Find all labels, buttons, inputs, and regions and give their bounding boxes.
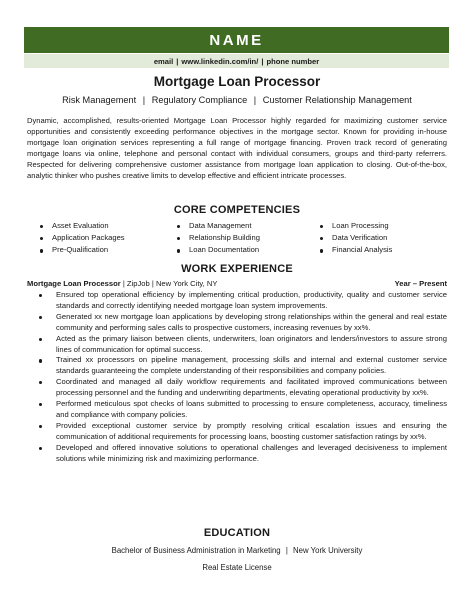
- competency-item: Application Packages: [37, 232, 174, 244]
- competency-item: Asset Evaluation: [37, 220, 174, 232]
- education-separator: |: [285, 546, 288, 555]
- experience-bullet: Developed and offered innovative solutions to operational challenges and leveraged decisiveness to implement solutions while minimizing risk and maximizing performance.: [36, 443, 447, 465]
- competency-item: Relationship Building: [174, 232, 317, 244]
- focus-separator: |: [142, 95, 146, 105]
- competency-item: Loan Documentation: [174, 244, 317, 256]
- competency-item: Financial Analysis: [317, 244, 447, 256]
- experience-heading: WORK EXPERIENCE: [181, 263, 293, 275]
- job-role: Mortgage Loan Processor: [27, 279, 121, 288]
- candidate-name: NAME: [209, 31, 264, 49]
- contact-separator: |: [176, 56, 179, 66]
- competency-item: Loan Processing: [317, 220, 447, 232]
- job-location: New York City, NY: [155, 279, 218, 288]
- education-license: Real Estate License: [202, 563, 272, 572]
- contact-phone: phone number: [266, 56, 320, 66]
- experience-bullet: Coordinated and managed all daily workflow requirements and facilitated improved communications between processing personnel and the funding and underwriting departments, elevating operational productivity by xx%.: [36, 377, 447, 399]
- job-separator: |: [151, 279, 154, 288]
- job-title: Mortgage Loan Processor: [153, 74, 321, 89]
- education-heading: EDUCATION: [203, 527, 271, 539]
- job-company: ZipJob: [126, 279, 150, 288]
- education-degree: Bachelor of Business Administration in Marketing: [111, 546, 281, 555]
- experience-bullet: Acted as the primary liaison between clients, underwriters, loan originators and lenders/investors to assure strong lines of communication for optimal success.: [36, 334, 447, 356]
- job-separator: |: [122, 279, 125, 288]
- focus-area: Regulatory Compliance: [151, 95, 248, 105]
- experience-bullet: Provided exceptional customer service by promptly resolving critical escalation issues and ensuring the communication of additional requirements for processing loans, boosting customer satisfaction ratings by xx%.: [36, 421, 447, 443]
- education-school: New York University: [293, 546, 363, 555]
- experience-bullet: Performed meticulous spot checks of loans submitted to processing to ensure completeness, accuracy, timeliness and compliance with company policies.: [36, 399, 447, 421]
- education-degree-line: [0, 546, 474, 555]
- competency-item: Data Verification: [317, 232, 447, 244]
- focus-areas: [0, 95, 474, 105]
- competencies-column: [317, 220, 447, 257]
- competencies-column: [174, 220, 317, 257]
- professional-summary: Dynamic, accomplished, results-oriented Mortgage Loan Processor highly regarded for maximizing customer service opportunities and consistently exceeding performance objectives in the mortgage sector. Known for providing in-house mortgage loan origination services representing a full range of mortgage financing. Proven track record of generating mortgage loans via online, telephone and personal contact with individual consumers, groups and third-party referrers. Respected for delivering comprehensive customer assistance from mortgage loan application to closing. Out-of-the-box, analytic thinker who pushes creative limits to develop effective and efficient intricate processes.: [27, 116, 447, 180]
- competency-item: Pre-Qualification: [37, 244, 174, 256]
- contact-bar: [24, 54, 449, 68]
- contact-email[interactable]: email: [153, 56, 174, 66]
- name-banner: [24, 27, 449, 53]
- experience-bullet: Trained xx processors on pipeline management, processing skills and internal and external customer service standards guaranteeing the complete understanding of their responsibilities and company policies.: [36, 355, 447, 377]
- contact-linkedin[interactable]: www.linkedin.com/in/: [181, 56, 259, 66]
- competencies-grid: [37, 220, 457, 257]
- job-info: [27, 279, 217, 288]
- focus-separator: |: [253, 95, 257, 105]
- experience-bullet: Ensured top operational efficiency by implementing critical production, productivity, quality and customer service standards and correctly identifying needed mortgage loan system improvements.: [36, 290, 447, 312]
- job-dates: Year – Present: [394, 279, 447, 288]
- experience-bullet: Generated xx new mortgage loan applications by developing strong relationships within the general and real estate community and performing sales calls to prospective customers, increasing revenues by xx%.: [36, 312, 447, 334]
- focus-area: Customer Relationship Management: [262, 95, 412, 105]
- experience-bullets: [36, 290, 447, 465]
- competencies-column: [37, 220, 174, 257]
- competency-item: Data Management: [174, 220, 317, 232]
- job-header: [27, 279, 447, 288]
- focus-area: Risk Management: [62, 95, 137, 105]
- competencies-heading: CORE COMPETENCIES: [173, 204, 301, 216]
- contact-separator: |: [261, 56, 264, 66]
